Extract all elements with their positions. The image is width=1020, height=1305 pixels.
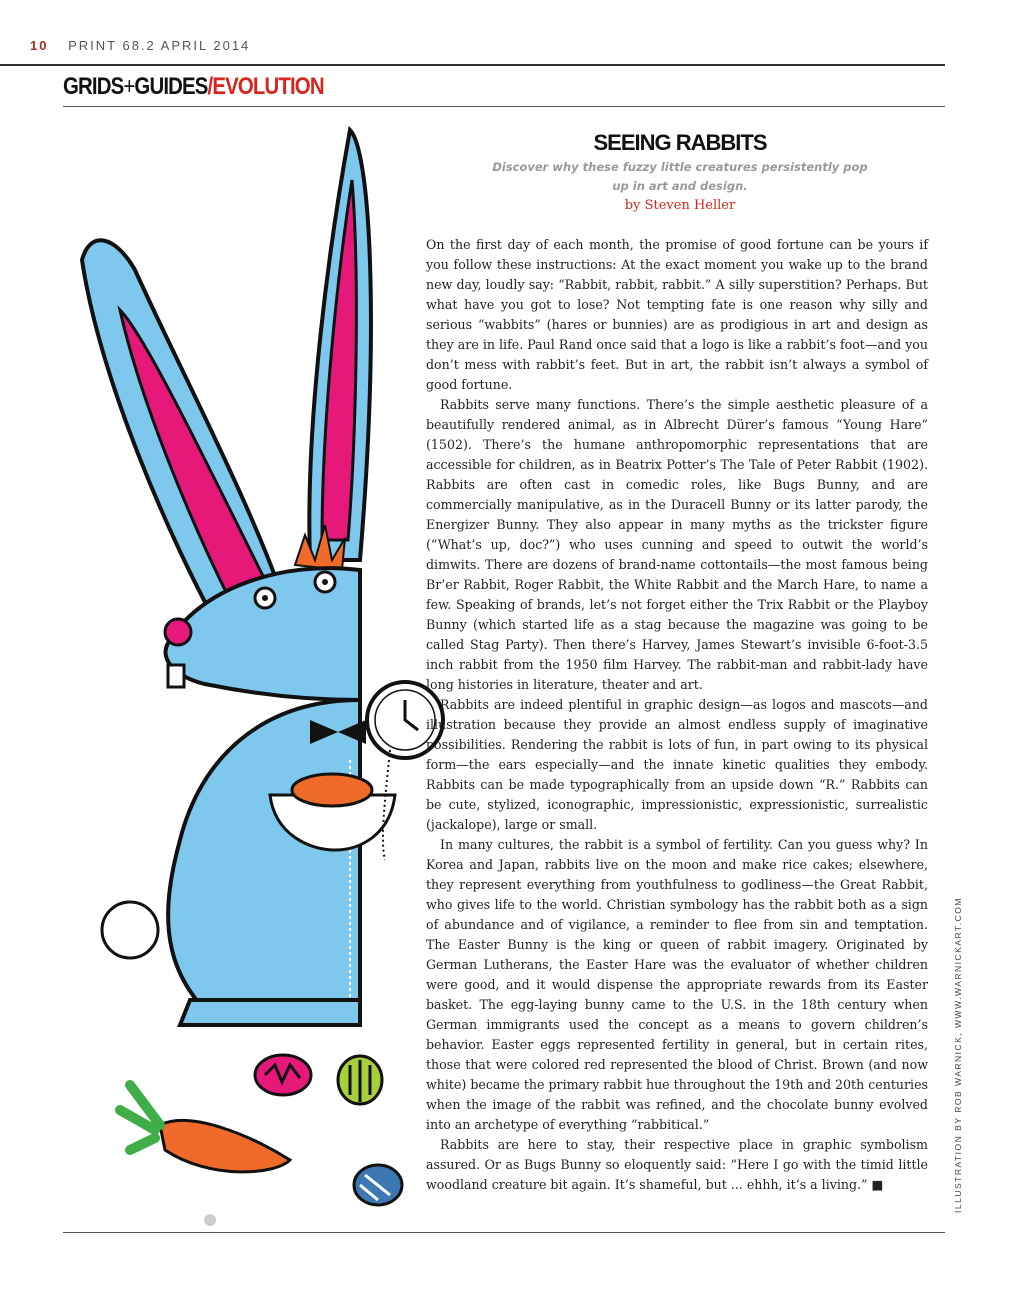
- paragraph: Rabbits serve many functions. There’s the simple aesthetic pleasure of a beautifully rendered animal, as in Albrecht Dürer’s famous “Young Hare” (1502). There’s the humane anthropomorphic representations that are accessible for children, as in Beatrix Potter’s The Tale of Peter Rabbit (1902). Rabbits are often cast in comedic roles, like Bugs Bunny, and are commercially manipulative, as in the Duracell Bunny or its latter parody, the Energizer Bunny. They also appear in many myths as the trickster figure (“What’s up, doc?”) who uses cunning and speed to outwit the world’s dimwits. There are dozens of brand-name cottontails—the most famous being Br’er Rabbit, Roger Rabbit, the White Rabbit and the March Hare, to name a few. Speaking of brands, let’s not forget either the Trix Rabbit or the Playboy Bunny (which started life as a stag because the magazine was going to be called Stag Party). Then there’s Harvey, James Stewart’s invisible 6-foot-3.5 inch rabbit from the 1950 film Harvey. The rabbit-man and rabbit-lady have long histories in literature, theater and art.: [426, 397, 928, 692]
- left-ear: [82, 240, 290, 630]
- article-body: [426, 235, 928, 1195]
- top-rule: [0, 64, 945, 66]
- article-byline: by Steven Heller: [624, 198, 736, 213]
- nose: [165, 619, 191, 645]
- paragraph: Rabbits are indeed plentiful in graphic design—as logos and mascots—and illustration because they provide an almost endless supply of imaginative possibilities. Rendering the rabbit is lots of fun, in part owing to its physical form—the ears especially—and the innate kinetic qualities they embody. Rabbits can be made typographically from an upside down “R.” Rabbits can be cute, stylized, iconographic, impressionistic, expressionistic, surrealistic (jackalope), large or small.: [426, 697, 928, 832]
- teeth: [168, 665, 184, 687]
- carrot-icon: [160, 1120, 290, 1171]
- article-dek: Discover why these fuzzy little creatures persistently pop up in art and design.: [492, 160, 868, 193]
- section-heading: [63, 73, 324, 101]
- feet: [180, 1000, 360, 1025]
- article-headline: SEEING RABBITS: [593, 130, 767, 155]
- paragraph: On the first day of each month, the promise of good fortune can be yours if you follow these instructions: At the exact moment you wake up to the brand new day, loudly say: “Rabbit, rabbit, rabbit.” A silly superstition? Perhaps. But what have you got to lose? Not tempting fate is one reason why silly and serious “wabbits” (hares or bunnies) are as prodigious in art and design as they are in life. Paul Rand once said that a logo is like a rabbit’s foot—and you don’t mess with rabbit’s feet. But in art, the rabbit isn’t always a symbol of good fortune.: [426, 237, 928, 392]
- issue-line: PRINT 68.2 APRIL 2014: [68, 38, 251, 53]
- section-part1: GRIDS: [63, 73, 124, 100]
- folio: [30, 38, 250, 53]
- paragraph: Rabbits are here to stay, their respective place in graphic symbolism assured. Or as Bugs Bunny so eloquently said: “Here I go with the timid little woodland creature bit again. It’s shameful, but ... ehhh, it’s a living.” ■: [426, 1137, 928, 1192]
- rabbit-body: [168, 700, 360, 1025]
- page-number: 10: [30, 38, 49, 53]
- egg-pink-icon: [255, 1055, 311, 1095]
- section-part2: GUIDES: [134, 73, 208, 100]
- illustration-credit: [953, 897, 965, 1213]
- section-rule: [63, 106, 945, 107]
- tail: [102, 902, 158, 958]
- bottom-rule: [63, 1232, 945, 1233]
- right-ear: [309, 130, 371, 560]
- paragraph: In many cultures, the rabbit is a symbol of fertility. Can you guess why? In Korea and Japan, rabbits live on the moon and make rice cakes; elsewhere, they represent everything from youthfulness to godliness—the Great Rabbit, who gives life to the world. Christian symbology has the rabbit both as a sign of abundance and of vigilance, a reminder to flee from sin and temptation. The Easter Bunny is the king or queen of rabbit imagery. Originated by German Lutherans, the Easter Hare was the evaluator of whether children were good, and it would dispense the appropriate rewards from its Easter basket. The egg-laying bunny came to the U.S. in the 18th century when German immigrants used the concept as a means to govern children’s behavior. Easter eggs represented fertility in general, but in certain rites, those that were colored red represented the blood of Christ. Brown (and now white) became the primary rabbit hue throughout the 19th and 20th centuries when the image of the rabbit was refined, and the chocolate bunny evolved into an archetype of everything “rabbitical.”: [426, 837, 928, 1132]
- section-part3: /EVOLUTION: [207, 73, 324, 100]
- credit-text: ILLUSTRATION BY ROB WARNICK, WWW.WARNICKART.COM: [953, 897, 963, 1213]
- section-plus: +: [123, 73, 135, 100]
